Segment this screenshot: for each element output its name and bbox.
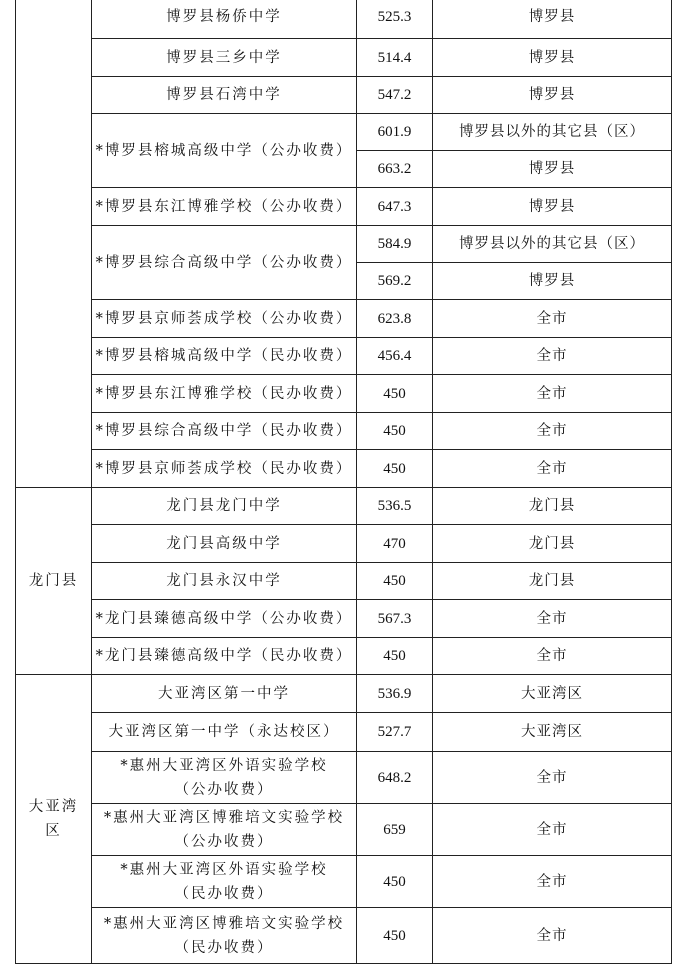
district-cell-longmen: 龙门县 bbox=[16, 488, 92, 675]
score-value: 525.3 bbox=[357, 0, 433, 39]
score-value: 450 bbox=[357, 856, 433, 908]
school-name: 博罗县石湾中学 bbox=[92, 77, 357, 114]
score-value: 450 bbox=[357, 638, 433, 675]
school-name: *龙门县臻德高级中学（公办收费） bbox=[92, 600, 357, 638]
region-value: 博罗县 bbox=[433, 188, 672, 226]
table-row bbox=[16, 114, 672, 151]
school-name: 博罗县三乡中学 bbox=[92, 39, 357, 77]
table-row bbox=[16, 525, 672, 563]
table-row bbox=[16, 563, 672, 600]
region-value: 全市 bbox=[433, 450, 672, 488]
table-row bbox=[16, 600, 672, 638]
table-row bbox=[16, 752, 672, 804]
school-name-line2: （公办收费） bbox=[174, 781, 274, 798]
region-value: 大亚湾区 bbox=[433, 675, 672, 713]
table-row bbox=[16, 675, 672, 713]
school-name-line1: *惠州大亚湾区博雅培文实验学校 bbox=[103, 809, 345, 826]
region-value: 全市 bbox=[433, 375, 672, 413]
score-value: 648.2 bbox=[357, 752, 433, 804]
table-row bbox=[16, 908, 672, 964]
school-name bbox=[92, 804, 357, 856]
school-name: *博罗县东江博雅学校（民办收费） bbox=[92, 375, 357, 413]
school-name: *博罗县综合高级中学（公办收费） bbox=[92, 226, 357, 300]
score-value: 450 bbox=[357, 563, 433, 600]
score-value: 659 bbox=[357, 804, 433, 856]
score-value: 536.9 bbox=[357, 675, 433, 713]
region-value: 全市 bbox=[433, 804, 672, 856]
table-row bbox=[16, 300, 672, 338]
region-value: 博罗县 bbox=[433, 263, 672, 300]
region-value: 博罗县以外的其它县（区） bbox=[433, 226, 672, 263]
score-value: 547.2 bbox=[357, 77, 433, 114]
table-row bbox=[16, 188, 672, 226]
region-value: 博罗县以外的其它县（区） bbox=[433, 114, 672, 151]
school-name: 大亚湾区第一中学 bbox=[92, 675, 357, 713]
table-row bbox=[16, 77, 672, 114]
district-label-line1: 大亚湾 bbox=[28, 799, 79, 815]
school-name: *博罗县榕城高级中学（公办收费） bbox=[92, 114, 357, 188]
score-value: 450 bbox=[357, 450, 433, 488]
score-value: 514.4 bbox=[357, 39, 433, 77]
school-name-line1: *惠州大亚湾区外语实验学校 bbox=[120, 757, 328, 774]
school-name: 大亚湾区第一中学（永达校区） bbox=[92, 713, 357, 752]
table-row bbox=[16, 39, 672, 77]
region-value: 全市 bbox=[433, 600, 672, 638]
score-value: 623.8 bbox=[357, 300, 433, 338]
score-value: 450 bbox=[357, 413, 433, 450]
table-row bbox=[16, 226, 672, 263]
table-row bbox=[16, 338, 672, 375]
score-value: 584.9 bbox=[357, 226, 433, 263]
school-name: 龙门县龙门中学 bbox=[92, 488, 357, 525]
score-value: 527.7 bbox=[357, 713, 433, 752]
region-value: 全市 bbox=[433, 752, 672, 804]
score-value: 601.9 bbox=[357, 114, 433, 151]
score-value: 470 bbox=[357, 525, 433, 563]
score-value: 536.5 bbox=[357, 488, 433, 525]
school-name: *博罗县榕城高级中学（民办收费） bbox=[92, 338, 357, 375]
table-row bbox=[16, 375, 672, 413]
region-value: 博罗县 bbox=[433, 151, 672, 188]
school-name: 龙门县永汉中学 bbox=[92, 563, 357, 600]
table-row bbox=[16, 804, 672, 856]
district-cell-boluo bbox=[16, 0, 92, 488]
table-row bbox=[16, 488, 672, 525]
school-name: *博罗县综合高级中学（民办收费） bbox=[92, 413, 357, 450]
region-value: 全市 bbox=[433, 338, 672, 375]
score-value: 569.2 bbox=[357, 263, 433, 300]
school-name-line2: （公办收费） bbox=[174, 833, 274, 850]
table-row bbox=[16, 413, 672, 450]
school-name: 博罗县杨侨中学 bbox=[92, 0, 357, 39]
school-name bbox=[92, 908, 357, 964]
score-value: 450 bbox=[357, 908, 433, 964]
region-value: 全市 bbox=[433, 856, 672, 908]
table-row bbox=[16, 450, 672, 488]
region-value: 全市 bbox=[433, 300, 672, 338]
school-name-line1: *惠州大亚湾区博雅培文实验学校 bbox=[103, 915, 345, 932]
score-value: 450 bbox=[357, 375, 433, 413]
admission-score-table bbox=[15, 0, 672, 964]
school-name-line2: （民办收费） bbox=[174, 885, 274, 902]
score-value: 663.2 bbox=[357, 151, 433, 188]
region-value: 全市 bbox=[433, 413, 672, 450]
table-row bbox=[16, 713, 672, 752]
region-value: 全市 bbox=[433, 908, 672, 964]
region-value: 龙门县 bbox=[433, 488, 672, 525]
region-value: 博罗县 bbox=[433, 0, 672, 39]
region-value: 大亚湾区 bbox=[433, 713, 672, 752]
school-name bbox=[92, 856, 357, 908]
score-value: 456.4 bbox=[357, 338, 433, 375]
region-value: 龙门县 bbox=[433, 525, 672, 563]
school-name bbox=[92, 752, 357, 804]
score-value: 647.3 bbox=[357, 188, 433, 226]
table-row bbox=[16, 638, 672, 675]
region-value: 博罗县 bbox=[433, 77, 672, 114]
table-row bbox=[16, 856, 672, 908]
region-value: 博罗县 bbox=[433, 39, 672, 77]
school-name-line1: *惠州大亚湾区外语实验学校 bbox=[120, 861, 328, 878]
school-name: *博罗县京师荟成学校（公办收费） bbox=[92, 300, 357, 338]
region-value: 龙门县 bbox=[433, 563, 672, 600]
school-name: *博罗县京师荟成学校（民办收费） bbox=[92, 450, 357, 488]
school-name: *博罗县东江博雅学校（公办收费） bbox=[92, 188, 357, 226]
region-value: 全市 bbox=[433, 638, 672, 675]
table-row bbox=[16, 0, 672, 39]
district-cell-dayawan bbox=[16, 675, 92, 964]
school-name: *龙门县臻德高级中学（民办收费） bbox=[92, 638, 357, 675]
school-name-line2: （民办收费） bbox=[174, 939, 274, 956]
school-name: 龙门县高级中学 bbox=[92, 525, 357, 563]
district-label-line2: 区 bbox=[45, 823, 62, 839]
score-value: 567.3 bbox=[357, 600, 433, 638]
